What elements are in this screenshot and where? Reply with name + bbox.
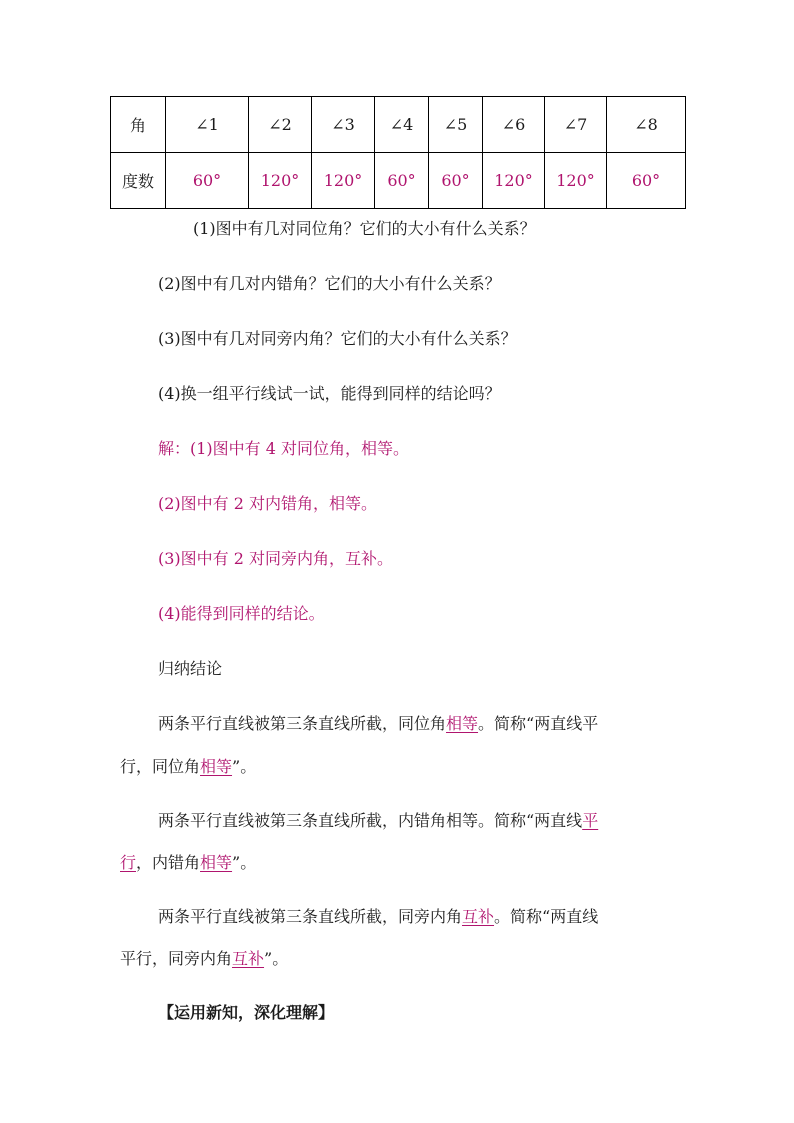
conclusion-text: 行，同位角 bbox=[120, 757, 201, 776]
next-section-heading: 【运用新知，深化理解】 bbox=[158, 1003, 335, 1022]
conclusion-text: ”。 bbox=[232, 757, 257, 776]
degree-cell: 60° bbox=[166, 153, 249, 209]
conclusion-blank: 平 bbox=[582, 811, 599, 830]
conclusion-blank: 相等 bbox=[200, 853, 233, 872]
angle-cell: ∠1 bbox=[166, 97, 249, 153]
conclusion-text: ”。 bbox=[264, 949, 289, 968]
conclusion-2-line-1 bbox=[158, 811, 598, 831]
angle-cell: ∠4 bbox=[375, 97, 429, 153]
angle-degree-table bbox=[110, 96, 686, 209]
angle-cell: ∠5 bbox=[429, 97, 483, 153]
answer-1: 解：(1)图中有 4 对同位角，相等。 bbox=[158, 439, 410, 458]
degree-cell: 60° bbox=[375, 153, 429, 209]
angle-cell: ∠2 bbox=[249, 97, 312, 153]
section-title: 归纳结论 bbox=[158, 659, 223, 678]
degree-cell: 120° bbox=[249, 153, 312, 209]
conclusion-3-line-2 bbox=[120, 949, 288, 969]
conclusion-blank: 相等 bbox=[200, 757, 233, 776]
answer-3: (3)图中有 2 对同旁内角，互补。 bbox=[158, 549, 394, 568]
table-row-degrees bbox=[111, 153, 686, 209]
angle-cell: ∠3 bbox=[312, 97, 375, 153]
degree-cell: 120° bbox=[545, 153, 607, 209]
conclusion-text: ”。 bbox=[232, 853, 257, 872]
question-3: (3)图中有几对同旁内角？它们的大小有什么关系？ bbox=[158, 329, 517, 348]
degree-cell: 60° bbox=[429, 153, 483, 209]
answer-2: (2)图中有 2 对内错角，相等。 bbox=[158, 494, 378, 513]
conclusion-text: 两条平行直线被第三条直线所截，内错角相等。简称“两直线 bbox=[158, 811, 583, 830]
answer-4: (4)能得到同样的结论。 bbox=[158, 604, 325, 623]
conclusion-text: 两条平行直线被第三条直线所截，同位角 bbox=[158, 714, 447, 733]
conclusion-blank: 互补 bbox=[232, 949, 265, 968]
question-1: (1)图中有几对同位角？它们的大小有什么关系？ bbox=[193, 219, 536, 238]
angle-cell: ∠8 bbox=[607, 97, 686, 153]
conclusion-text: 两条平行直线被第三条直线所截，同旁内角 bbox=[158, 907, 463, 926]
conclusion-blank: 相等 bbox=[446, 714, 479, 733]
conclusion-text: 。简称“两直线 bbox=[494, 907, 599, 926]
conclusion-2-line-2 bbox=[120, 853, 256, 873]
question-4: (4)换一组平行线试一试，能得到同样的结论吗？ bbox=[158, 384, 501, 403]
degree-cell: 120° bbox=[312, 153, 375, 209]
question-2: (2)图中有几对内错角？它们的大小有什么关系？ bbox=[158, 274, 501, 293]
conclusion-text: 。简称“两直线平 bbox=[478, 714, 599, 733]
conclusion-1-line-1 bbox=[158, 714, 598, 734]
degree-cell: 120° bbox=[483, 153, 545, 209]
degree-cell: 60° bbox=[607, 153, 686, 209]
conclusion-1-line-2 bbox=[120, 757, 256, 777]
conclusion-blank: 行 bbox=[120, 853, 137, 872]
table-header-degree: 度数 bbox=[111, 153, 166, 209]
angle-cell: ∠7 bbox=[545, 97, 607, 153]
table-header-angle: 角 bbox=[111, 97, 166, 153]
table-row-angles bbox=[111, 97, 686, 153]
conclusion-blank: 互补 bbox=[462, 907, 495, 926]
conclusion-3-line-1 bbox=[158, 907, 598, 927]
conclusion-text: 平行，同旁内角 bbox=[120, 949, 233, 968]
angle-cell: ∠6 bbox=[483, 97, 545, 153]
conclusion-text: ，内错角 bbox=[136, 853, 201, 872]
